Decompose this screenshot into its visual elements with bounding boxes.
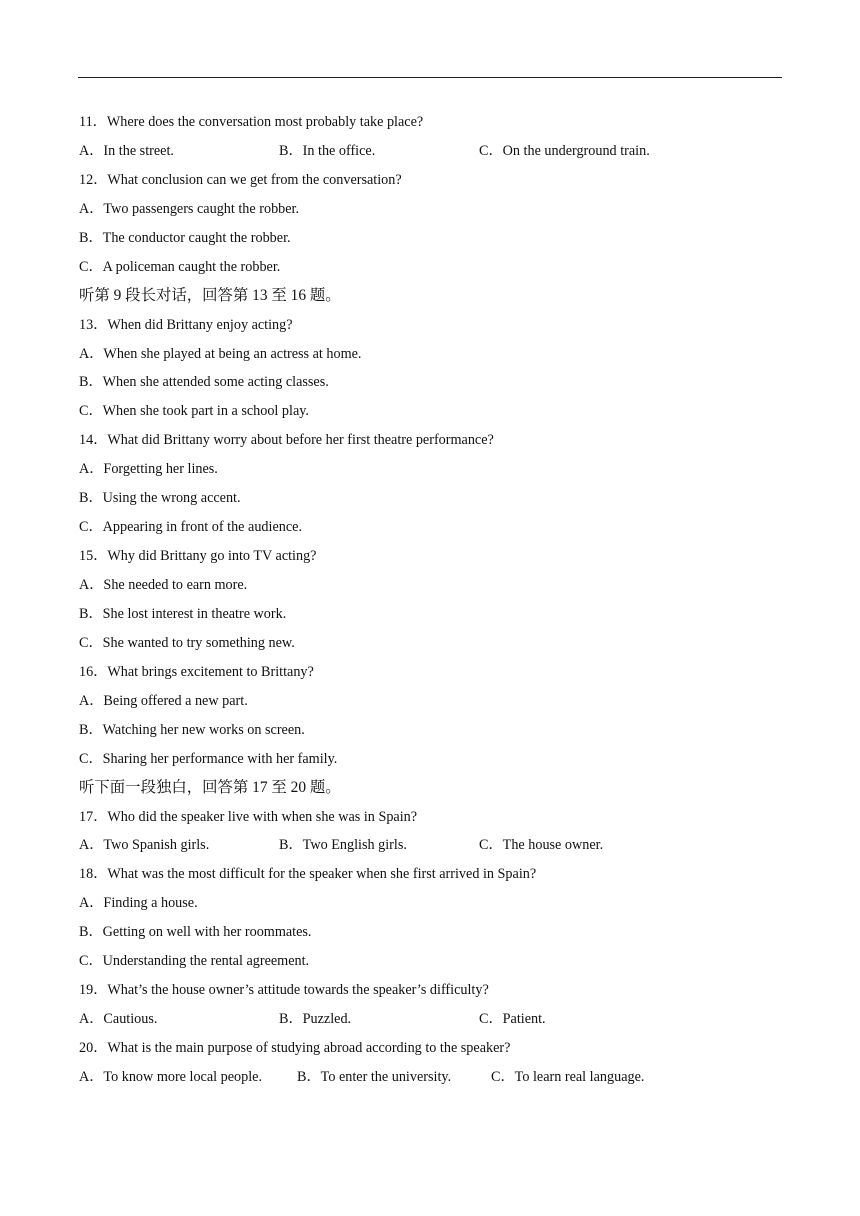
answer-option: A．Forgetting her lines. xyxy=(79,461,218,478)
question-text: 19．What’s the house owner’s attitude towards the speaker’s difficulty? xyxy=(79,982,489,999)
answer-option: C．On the underground train. xyxy=(479,142,650,159)
option-row xyxy=(79,141,779,170)
question-text: 14．What did Brittany worry about before her first theatre performance? xyxy=(79,432,494,449)
answer-option: A．Finding a house. xyxy=(79,895,198,912)
option-row xyxy=(79,835,779,864)
question-list xyxy=(79,112,779,1096)
answer-option: B．She lost interest in theatre work. xyxy=(79,605,287,622)
answer-option: B．Watching her new works on screen. xyxy=(79,721,305,738)
question-text: 11．Where does the conversation most probably take place? xyxy=(79,114,424,130)
question-text: 17．Who did the speaker live with when she was in Spain? xyxy=(79,808,418,825)
answer-option: A．In the street. xyxy=(79,142,174,159)
answer-option: C．Patient. xyxy=(479,1011,546,1028)
question-text: 20．What is the main purpose of studying abroad according to the speaker? xyxy=(79,1040,511,1056)
answer-option: A．Being offered a new part. xyxy=(79,692,248,709)
answer-option: B．Puzzled. xyxy=(279,1011,352,1028)
answer-option: C．A policeman caught the robber. xyxy=(79,258,281,275)
question-text: 12．What conclusion can we get from the conversation? xyxy=(79,171,402,188)
header-rule xyxy=(78,77,782,78)
answer-option: A．Two Spanish girls. xyxy=(79,837,210,854)
answer-option: B．Getting on well with her roommates. xyxy=(79,924,312,941)
answer-option: C．Appearing in front of the audience. xyxy=(79,519,302,536)
answer-option: A．Cautious. xyxy=(79,1011,158,1028)
answer-option: B．Using the wrong accent. xyxy=(79,490,241,507)
answer-option: C．The house owner. xyxy=(479,837,604,854)
answer-option: C．Sharing her performance with her family. xyxy=(79,750,338,767)
answer-option: A．To know more local people. xyxy=(79,1068,263,1085)
option-row xyxy=(79,1067,779,1096)
answer-option: B．When she attended some acting classes. xyxy=(79,374,329,391)
option-row xyxy=(79,1009,779,1038)
question-text: 16．What brings excitement to Brittany? xyxy=(79,663,314,680)
answer-option: A．She needed to earn more. xyxy=(79,577,248,593)
question-text: 18．What was the most difficult for the speaker when she first arrived in Spain? xyxy=(79,866,537,883)
answer-option: B．To enter the university. xyxy=(297,1068,452,1085)
answer-option: C．She wanted to try something new. xyxy=(79,634,295,651)
answer-option: B．In the office. xyxy=(279,142,376,159)
answer-option: C．To learn real language. xyxy=(491,1068,645,1085)
question-text: 13．When did Brittany enjoy acting? xyxy=(79,316,293,333)
question-text: 15．Why did Brittany go into TV acting? xyxy=(79,548,317,565)
answer-option: A．Two passengers caught the robber. xyxy=(79,200,300,217)
answer-option: A．When she played at being an actress at home. xyxy=(79,345,362,362)
answer-option: B．Two English girls. xyxy=(279,837,407,854)
answer-option: B．The conductor caught the robber. xyxy=(79,229,291,246)
answer-option: C．Understanding the rental agreement. xyxy=(79,953,310,970)
section-instruction: 听第 9 段长对话，回答第 13 至 16 题。 xyxy=(79,286,341,304)
section-instruction: 听下面一段独白，回答第 17 至 20 题。 xyxy=(79,778,341,796)
answer-option: C．When she took part in a school play. xyxy=(79,403,309,420)
